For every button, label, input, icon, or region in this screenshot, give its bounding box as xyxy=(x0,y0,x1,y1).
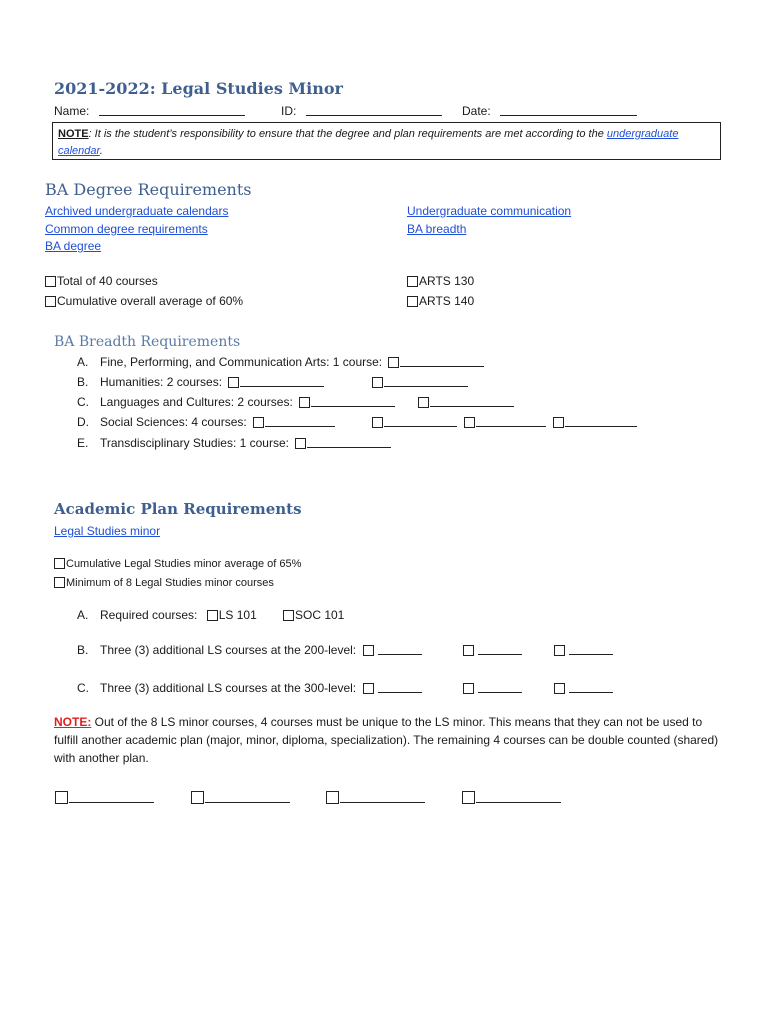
course-blank[interactable] xyxy=(240,386,324,387)
course-blank[interactable] xyxy=(265,426,335,427)
course-blank[interactable] xyxy=(340,802,425,803)
check-label: Minimum of 8 Legal Studies minor courses xyxy=(66,577,274,589)
checkbox[interactable] xyxy=(363,683,374,694)
checkbox[interactable] xyxy=(462,791,475,804)
checkbox[interactable] xyxy=(418,397,429,408)
breadth-d-slot-4[interactable] xyxy=(553,415,637,429)
checkbox[interactable] xyxy=(372,417,383,428)
check-overall-average[interactable] xyxy=(45,294,243,308)
breadth-d-slot-2[interactable] xyxy=(372,415,457,429)
checkbox[interactable] xyxy=(388,357,399,368)
course-blank[interactable] xyxy=(476,802,561,803)
breadth-d-slot-3[interactable] xyxy=(464,415,546,429)
checkbox[interactable] xyxy=(295,438,306,449)
note-label: NOTE xyxy=(58,128,89,140)
shared-course-slot-3[interactable] xyxy=(326,791,425,805)
breadth-row-b xyxy=(100,375,324,389)
undergraduate-communication-link[interactable]: Undergraduate communication xyxy=(407,204,572,218)
plan-item-c-letter: C. xyxy=(77,681,89,695)
check-arts-140[interactable] xyxy=(407,294,474,308)
name-field[interactable] xyxy=(54,104,245,118)
course-soc-101: SOC 101 xyxy=(295,608,345,622)
shared-course-slot-4[interactable] xyxy=(462,791,561,805)
course-blank[interactable] xyxy=(378,654,422,655)
check-label: Cumulative overall average of 60% xyxy=(57,294,244,308)
breadth-row-a xyxy=(100,355,484,369)
plan-item-c xyxy=(100,681,422,695)
item-text: Humanities: 2 courses: xyxy=(100,375,223,389)
course-blank[interactable] xyxy=(569,654,613,655)
breadth-b-slot-2[interactable] xyxy=(372,375,468,389)
item-letter: A. xyxy=(77,355,89,369)
check-minor-average[interactable] xyxy=(54,558,301,570)
breadth-heading: BA Breadth Requirements xyxy=(54,334,241,350)
check-label: ARTS 130 xyxy=(419,274,475,288)
item-letter: D. xyxy=(77,415,89,429)
plan-item-a-soc[interactable] xyxy=(283,608,344,622)
check-minimum-courses[interactable] xyxy=(54,577,274,589)
course-ls-101: LS 101 xyxy=(218,608,257,622)
item-text: Required courses: xyxy=(100,608,198,622)
item-text: Fine, Performing, and Communication Arts: 1 course: xyxy=(100,355,383,369)
course-blank[interactable] xyxy=(69,802,154,803)
ba-degree-heading: BA Degree Requirements xyxy=(45,180,252,199)
checkbox[interactable] xyxy=(55,791,68,804)
id-blank[interactable] xyxy=(306,115,442,116)
checkbox[interactable] xyxy=(228,377,239,388)
course-blank[interactable] xyxy=(307,447,391,448)
course-blank[interactable] xyxy=(311,406,395,407)
id-field[interactable] xyxy=(281,104,442,118)
check-total-courses[interactable] xyxy=(45,274,158,288)
checkbox[interactable] xyxy=(463,683,474,694)
undergraduate-calendar-link-2[interactable]: calendar xyxy=(58,145,100,157)
item-letter: E. xyxy=(77,436,89,450)
checkbox[interactable] xyxy=(463,645,474,656)
course-blank[interactable] xyxy=(478,692,522,693)
breadth-row-e xyxy=(100,436,391,450)
check-label: Total of 40 courses xyxy=(57,274,158,288)
item-text: Three (3) additional LS courses at the 200-level: xyxy=(100,643,357,657)
final-note-label: NOTE: xyxy=(54,715,92,729)
shared-course-slot-1[interactable] xyxy=(55,791,154,805)
checkbox[interactable] xyxy=(363,645,374,656)
checkbox[interactable] xyxy=(54,577,65,588)
plan-item-b xyxy=(100,643,422,657)
check-arts-130[interactable] xyxy=(407,274,474,288)
plan-item-a-letter: A. xyxy=(77,608,89,622)
plan-b-slot-3[interactable] xyxy=(554,643,613,657)
checkbox[interactable] xyxy=(372,377,383,388)
name-label: Name: xyxy=(54,104,90,118)
checkbox[interactable] xyxy=(299,397,310,408)
checkbox[interactable] xyxy=(191,791,204,804)
final-note-text: Out of the 8 LS minor courses, 4 courses must be unique to the LS minor. This means that they can not be used to fulfill another academic plan (major, minor, diploma, specialization). The remaining 4 courses can be double counted (shared) with another plan. xyxy=(54,715,719,765)
id-label: ID: xyxy=(281,104,297,118)
course-blank[interactable] xyxy=(478,654,522,655)
item-letter: B. xyxy=(77,375,89,389)
common-degree-link[interactable]: Common degree requirements xyxy=(45,222,208,236)
breadth-item-b xyxy=(77,375,88,389)
course-blank[interactable] xyxy=(430,406,514,407)
course-blank[interactable] xyxy=(569,692,613,693)
checkbox[interactable] xyxy=(253,417,264,428)
checkbox[interactable] xyxy=(553,417,564,428)
plan-c-slot-3[interactable] xyxy=(554,681,613,695)
plan-item-a xyxy=(100,608,257,622)
checkbox[interactable] xyxy=(326,791,339,804)
breadth-item-d xyxy=(77,415,89,429)
check-label: Cumulative Legal Studies minor average of 65% xyxy=(66,558,302,570)
checkbox[interactable] xyxy=(407,276,418,287)
item-text: Social Sciences: 4 courses: xyxy=(100,415,247,429)
breadth-item-e xyxy=(77,436,88,450)
unique-courses-note xyxy=(54,713,724,767)
ba-degree-link[interactable]: BA degree xyxy=(45,239,102,253)
item-text: Languages and Cultures: 2 courses: xyxy=(100,395,293,409)
checkbox[interactable] xyxy=(207,610,218,621)
checkbox[interactable] xyxy=(283,610,294,621)
legal-studies-minor-link[interactable]: Legal Studies minor xyxy=(54,524,161,538)
checkbox[interactable] xyxy=(45,296,56,307)
plan-b-slot-2[interactable] xyxy=(463,643,522,657)
checkbox[interactable] xyxy=(554,645,565,656)
checkbox[interactable] xyxy=(554,683,565,694)
course-blank[interactable] xyxy=(476,426,546,427)
item-text: Three (3) additional LS courses at the 300-level: xyxy=(100,681,357,695)
breadth-c-slot-2[interactable] xyxy=(418,395,514,409)
shared-course-slot-2[interactable] xyxy=(191,791,290,805)
course-blank[interactable] xyxy=(400,366,484,367)
checkbox[interactable] xyxy=(464,417,475,428)
page-title: 2021-2022: Legal Studies Minor xyxy=(54,79,343,98)
date-field[interactable] xyxy=(462,104,637,118)
breadth-item-c xyxy=(77,395,89,409)
item-text: Transdisciplinary Studies: 1 course: xyxy=(100,436,289,450)
course-blank[interactable] xyxy=(565,426,637,427)
plan-item-b-letter: B. xyxy=(77,643,89,657)
breadth-item-a xyxy=(77,355,88,369)
course-blank[interactable] xyxy=(205,802,290,803)
archived-calendars-link[interactable]: Archived undergraduate calendars xyxy=(45,204,229,218)
course-blank[interactable] xyxy=(384,386,468,387)
breadth-row-d xyxy=(100,415,335,429)
date-blank[interactable] xyxy=(500,115,637,116)
breadth-row-c xyxy=(100,395,395,409)
check-label: ARTS 140 xyxy=(419,294,475,308)
name-blank[interactable] xyxy=(99,115,245,116)
plan-c-slot-2[interactable] xyxy=(463,681,522,695)
course-blank[interactable] xyxy=(378,692,422,693)
note-text: : It is the student’s responsibility to ensure that the degree and plan requirements are met according to the xyxy=(88,128,607,140)
course-blank[interactable] xyxy=(384,426,457,427)
checkbox[interactable] xyxy=(407,296,418,307)
item-letter: C. xyxy=(77,395,89,409)
checkbox[interactable] xyxy=(54,558,65,569)
date-label: Date: xyxy=(462,104,491,118)
checkbox[interactable] xyxy=(45,276,56,287)
ba-breadth-link[interactable]: BA breadth xyxy=(407,222,467,236)
undergraduate-calendar-link-1[interactable]: undergraduate xyxy=(606,128,679,140)
responsibility-note xyxy=(52,122,721,160)
note-end: . xyxy=(99,145,103,157)
academic-plan-heading: Academic Plan Requirements xyxy=(54,500,302,518)
